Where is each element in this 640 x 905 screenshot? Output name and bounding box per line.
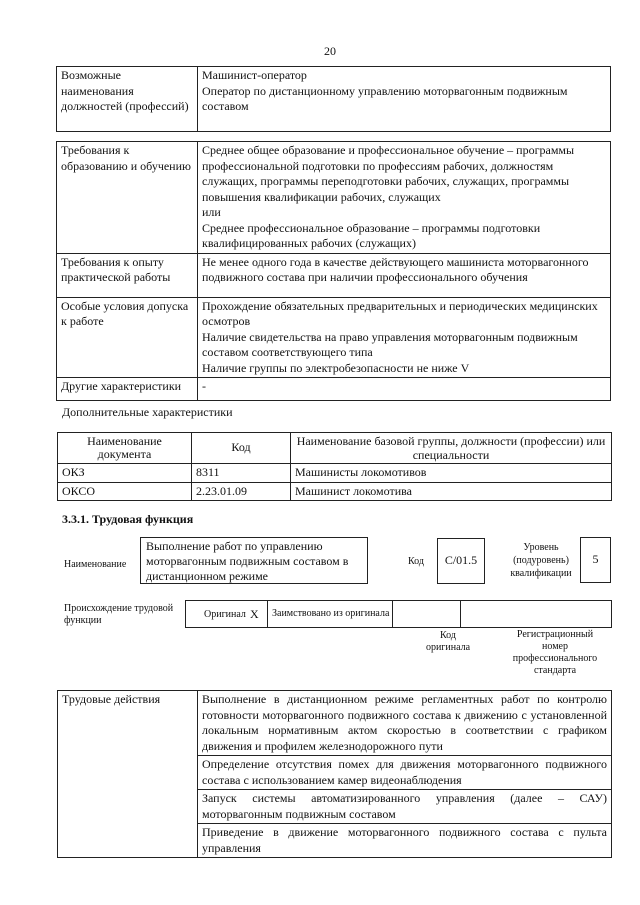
job-titles-table [56, 66, 611, 132]
original-code-caption: Код оригинала [425, 630, 471, 653]
code-label: Код [408, 556, 424, 567]
requirements-table [56, 141, 611, 401]
cell: Машинист локомотива [291, 482, 612, 501]
cell-text: Не менее одного года в качестве действующего машиниста моторвагонного подвижного состава при наличии профессионального обучения [202, 254, 589, 284]
original-code-cell [392, 600, 461, 628]
cell-text: Прохождение обязательных предварительных и периодических медицинских осмотров [202, 298, 598, 328]
section-heading: Дополнительные характеристики [62, 405, 233, 419]
cell: Машинисты локомотивов [291, 464, 612, 483]
level-label: Уровень (подуровень) квалификации [510, 542, 572, 579]
row-label: Особые условия допуска к работе [57, 297, 198, 378]
cell-text: Среднее профессиональное образование – программы подготовки квалифицированных рабочих (служащих) [202, 220, 541, 250]
page-number: 20 [324, 44, 336, 58]
original-label: Оригинал [204, 609, 246, 620]
cell-text: или [202, 205, 221, 219]
cell-text: Наличие группы по электробезопасности не ниже V [202, 360, 470, 375]
reg-number-caption: Регистрационный номер профессионального стандарта [512, 629, 598, 676]
column-header: Наименование документа [58, 433, 192, 464]
cell: ОКСО [58, 482, 192, 501]
labor-action: Запуск системы автоматизированного управления (далее – САУ) моторвагонным подвижным составом [198, 790, 612, 824]
function-code: C/01.5 [437, 538, 485, 584]
job-title: Машинист-оператор [202, 68, 307, 82]
job-title: Оператор по дистанционному управлению моторвагонным подвижным составом [202, 83, 568, 113]
cell: 8311 [192, 464, 291, 483]
labor-actions-table [57, 690, 612, 858]
row-label: Другие характеристики [57, 378, 198, 401]
additional-table [57, 432, 612, 501]
origin-label: Происхождение трудовой функции [64, 603, 174, 626]
function-name: Выполнение работ по управлению моторвагонным подвижным составом в дистанционном режиме [140, 537, 368, 584]
reg-number-cell [460, 600, 612, 628]
qualification-level: 5 [580, 537, 611, 583]
original-cell [185, 600, 268, 628]
cell: 2.23.01.09 [192, 482, 291, 501]
labor-action: Приведение в движение моторвагонного подвижного состава с пульта управления [198, 824, 612, 858]
labor-action: Определение отсутствия помех для движения моторвагонного подвижного состава с использованием камер видеонаблюдения [198, 756, 612, 790]
row-label: Возможные наименования должностей (профессий) [57, 67, 198, 132]
column-header: Код [192, 433, 291, 464]
original-mark: X [250, 607, 259, 621]
cell-text: Наличие свидетельства на право управления моторвагонным подвижным составом соответствующего типа [202, 329, 578, 359]
row-label: Требования к опыту практической работы [57, 253, 198, 297]
cell-text: - [198, 378, 611, 401]
cell-text: Среднее общее образование и профессиональное обучение – программы профессиональной подготовки по профессиям рабочих, должностям служащих, программы переподготовки рабочих, служащих, программы повышения квалификации рабочих, служащих [202, 143, 575, 204]
borrowed-label: Заимствовано из оригинала [267, 600, 393, 628]
column-header: Наименование базовой группы, должности (профессии) или специальности [291, 433, 612, 464]
row-label: Требования к образованию и обучению [57, 142, 198, 254]
cell: ОКЗ [58, 464, 192, 483]
function-heading: 3.3.1. Трудовая функция [62, 512, 194, 526]
name-label: Наименование [64, 559, 127, 570]
row-label: Трудовые действия [58, 691, 198, 858]
labor-action: Выполнение в дистанционном режиме регламентных работ по контролю готовности моторвагонного подвижного состава к движению с установленной локальным нормативным актом скоростью в соответствии с графиком движения и профилем железнодорожного пути [198, 691, 612, 756]
